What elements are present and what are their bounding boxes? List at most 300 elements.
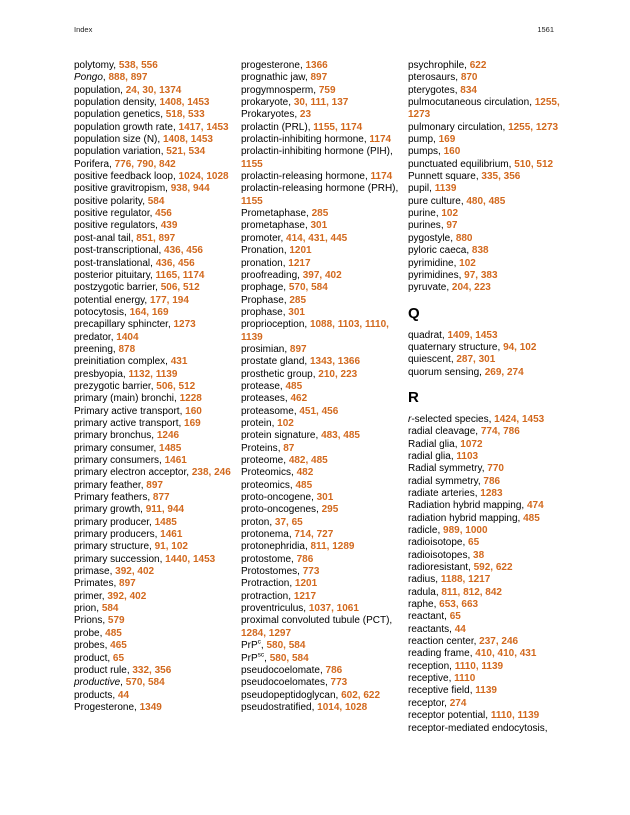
index-entry: proteome, 482, 485 [241,455,328,466]
index-term: protonephridia [241,541,305,553]
index-entry: pterosaurs, 870 [408,72,478,84]
page-references[interactable]: 592, 622 [473,562,513,574]
page-references[interactable]: 160 [185,405,202,417]
index-entry: preinitiation complex, 431 [74,356,188,368]
page-references[interactable]: 1273 [173,319,196,331]
index-term: preinitiation complex [74,356,166,368]
index-entry: Porifera, 776, 790, 842 [74,158,176,170]
index-entry: proton, 37, 65 [241,516,303,528]
page-references[interactable]: 989, 1000 [443,525,488,536]
index-entry: primary structure, 91, 102 [74,541,188,553]
page-references[interactable]: 335, 356 [481,171,521,183]
index-entry: prometaphase, 301 [241,220,328,232]
page-references[interactable]: 97, 383 [464,269,498,281]
index-term: prosimian [241,343,285,355]
page-references[interactable]: 938, 944 [170,183,210,195]
index-entry: quadrat, 1409, 1453 [408,329,498,341]
page-references[interactable]: 485 [295,479,313,491]
index-entry: radioresistant, 592, 622 [408,562,513,574]
index-term: primary (main) bronchi [74,393,175,405]
page-references[interactable]: 1349 [139,701,162,713]
page-references[interactable]: 485 [523,512,540,524]
page-references[interactable]: 897 [289,343,307,355]
index-entry: progesterone, 1366 [241,60,328,71]
page-references[interactable]: 164, 169 [129,306,169,318]
index-entry: primase, 392, 402 [74,566,155,578]
index-term: population genetics [74,109,161,121]
page-references[interactable]: 570, 584 [288,282,328,294]
index-term: products [74,689,113,701]
index-entry: productive, 570, 584 [74,677,165,689]
index-term: Prions [74,615,103,627]
index-term: prolactin-inhibiting hormone [241,134,364,146]
page-references[interactable]: 1132, 1139 [128,368,178,380]
page-references[interactable]: 462 [290,393,308,405]
index-term: Protraction [241,578,290,590]
index-entry: population growth rate, 1417, 1453 [74,121,229,133]
index-entry: probe, 485 [74,627,122,639]
index-entry: Primary feathers, 877 [74,492,170,504]
index-entry: proteases, 462 [241,393,308,405]
index-entry: pseudopeptidoglycan, 602, 622 [241,689,381,701]
index-term: preening [74,343,113,355]
page-references[interactable]: 169 [184,417,201,429]
index-entry: prokaryote, 30, 111, 137 [241,97,349,109]
index-entry: precapillary sphincter, 1273 [74,319,196,331]
index-term: prolactin (PRL) [241,121,308,133]
page-references[interactable]: 439 [160,220,178,232]
index-term: population variation [74,146,161,158]
index-entry: raphe, 653, 663 [408,599,479,611]
index-entry: primary growth, 911, 944 [74,504,185,516]
page-references[interactable]: 1404 [116,331,139,343]
page-references[interactable]: 269, 274 [484,366,524,378]
page-references[interactable]: 773 [330,677,348,689]
page-references[interactable]: 1461 [164,455,187,466]
page-references[interactable]: 1103 [456,450,479,462]
index-column-1 [74,60,234,714]
index-entry: prolactin-releasing hormone (PRH), 1155 [241,183,399,207]
page-references[interactable]: 44 [117,689,130,701]
page-references[interactable]: 97 [446,220,458,232]
page-references[interactable]: 456 [155,208,172,220]
page-references[interactable]: 1110, 1139 [454,660,504,672]
page-references[interactable]: 714, 727 [294,529,334,541]
index-entry: Proteomics, 482 [241,467,314,479]
page-references[interactable]: 301 [288,306,305,318]
page-references[interactable]: 1440, 1453 [165,553,216,565]
index-entry: post-transcriptional, 436, 456 [74,245,203,257]
page-references[interactable]: 510, 512 [514,158,554,170]
index-term: primary structure [74,541,150,553]
page-references[interactable]: 91, 102 [154,541,188,553]
page-references[interactable]: 774, 786 [480,426,520,438]
page-references[interactable]: 1139 [475,685,497,697]
page-references[interactable]: 584 [147,195,165,207]
page-references[interactable]: 811, 1289 [310,541,355,553]
index-entry: radioisotope, 65 [408,537,480,549]
index-entry: Punnett square, 335, 356 [408,171,521,183]
index-term: radicle [408,525,438,536]
page-references[interactable]: 759 [318,84,336,96]
index-term: post-translational [74,257,151,269]
page-references[interactable]: 786 [296,553,314,565]
index-entry: primary feather, 897 [74,479,163,491]
page-references[interactable]: 811, 812, 842 [441,586,502,598]
index-term: Progesterone [74,701,135,713]
index-term: receptor potential [408,710,486,722]
index-term: purine [408,208,436,220]
index-term: protonema [241,529,289,541]
index-entry: positive polarity, 584 [74,195,165,207]
index-term: radial symmetry [408,475,478,487]
index-term: Proteins [241,442,278,454]
page-references[interactable]: 160 [443,146,461,158]
page-references[interactable]: 1088, 1103, 1110, 1139 [241,319,389,343]
index-term: population growth rate [74,121,173,133]
index-entry: quiescent, 287, 301 [408,354,496,366]
index-term: pterygotes [408,84,455,96]
index-term: quorum sensing [408,366,480,378]
page-references[interactable]: 30, 111, 137 [293,97,349,109]
index-term: pyruvate [408,282,447,294]
index-term: protease [241,380,280,392]
page-references[interactable]: 65 [449,611,461,623]
page-references[interactable]: 1024, 1028 [178,171,229,183]
page-references[interactable]: 1409, 1453 [447,329,498,341]
page-references[interactable]: 397, 402 [302,269,342,281]
page-references[interactable]: 1155, 1174 [313,121,363,133]
page-references[interactable]: 204, 223 [451,282,491,294]
page-references[interactable]: 1461 [160,529,183,541]
page-references[interactable]: 301 [316,492,334,504]
index-term: primary producers [74,529,155,541]
page-references[interactable]: 274 [449,697,467,709]
page-references[interactable]: 102 [459,257,476,269]
page-references[interactable]: 410, 410, 431 [475,648,537,660]
index-term: protostome [241,553,292,565]
page-references[interactable]: 436, 456 [155,257,195,269]
page-references[interactable]: 877 [152,492,170,504]
index-entry: positive regulators, 439 [74,220,178,232]
index-term: Proteomics [241,467,292,479]
page-references[interactable]: 1037, 1061 [308,603,359,615]
page-references[interactable]: 580, 584 [269,652,309,664]
page-references[interactable]: 786 [483,475,501,487]
page-references[interactable]: 1201 [289,245,312,257]
index-entry: presbyopia, 1132, 1139 [74,368,178,380]
index-entry: Primary active transport, 160 [74,405,202,417]
index-term: Radiation hybrid mapping [408,500,522,512]
index-term: postzygotic barrier [74,282,156,294]
page-references[interactable]: 431 [170,356,188,368]
index-entry: Prokaryotes, 23 [241,109,312,121]
page-references[interactable]: 37, 65 [274,516,303,528]
index-entry: radial cleavage, 774, 786 [408,426,520,438]
page-references[interactable]: 878 [118,343,136,355]
page-references[interactable]: 1217 [288,257,311,269]
page-references[interactable]: 474 [526,500,544,512]
page-references[interactable]: 1139 [434,183,457,195]
page-references[interactable]: 1417, 1453 [178,121,229,133]
term-superscript: sc [257,651,265,659]
page-references[interactable]: 1255, 1273 [508,121,559,133]
index-term: posterior pituitary [74,269,150,281]
index-term: primer [74,590,102,602]
index-entry: Radiation hybrid mapping, 474 [408,500,544,512]
page-references[interactable]: 238, 246 [191,467,231,479]
page-references[interactable]: 1014, 1028 [317,701,368,713]
index-entry: products, 44 [74,689,130,701]
page-references[interactable]: 834 [460,84,477,96]
index-term: primary bronchus [74,430,152,442]
page-references[interactable]: 301 [310,220,328,232]
page-references[interactable]: 392, 402 [115,566,155,578]
page-references[interactable]: 295 [321,504,339,516]
index-entry: prezygotic barrier, 506, 512 [74,380,196,392]
page-references[interactable]: 1155 [241,158,263,170]
page-references[interactable]: 602, 622 [341,689,381,701]
index-entry: reception, 1110, 1139 [408,660,504,672]
page-references[interactable]: 102 [441,208,459,220]
index-entry: purines, 97 [408,220,458,232]
page-references[interactable]: 911, 944 [145,504,185,516]
index-term: radioresistant [408,562,469,574]
index-term: pterosaurs [408,72,456,84]
term-superscript: c [257,638,261,646]
index-entry: positive gravitropism, 938, 944 [74,183,210,195]
page-references[interactable]: 770 [487,463,504,475]
index-term: Pongo [74,72,103,84]
index-term: post-transcriptional [74,245,159,257]
page-references[interactable]: 38 [473,549,485,561]
page-references[interactable]: 1408, 1453 [162,134,213,146]
index-entry: product rule, 332, 356 [74,664,172,676]
page-references[interactable]: 1343, 1366 [309,356,361,368]
index-entry: prostate gland, 1343, 1366 [241,356,361,368]
page-references[interactable]: 1424, 1453 [494,413,545,425]
page-references[interactable]: 1174 [370,171,393,183]
index-term: population density [74,97,154,109]
page-references[interactable]: 485 [105,627,122,639]
index-entry: protein, 102 [241,417,294,429]
header-section-title: Index [74,25,93,34]
index-entry: Protostomes, 773 [241,566,320,578]
index-term: population [74,84,121,96]
page-references[interactable]: 506, 512 [160,282,200,294]
index-term: progesterone [241,60,300,71]
index-term: pumps [408,146,439,158]
page-references[interactable]: 102 [277,417,294,429]
page-references[interactable]: 65 [112,652,125,664]
page-references[interactable]: 1155 [241,195,263,207]
page-references[interactable]: 538, 556 [118,60,158,71]
index-term: prolactin-releasing hormone (PRH) [241,183,396,195]
page-references[interactable]: 483, 485 [321,430,360,442]
page-references[interactable]: 897 [310,72,328,84]
index-term: PrP [241,640,258,652]
page-references[interactable]: 1246 [156,430,180,442]
page-references[interactable]: 506, 512 [156,380,196,392]
index-term: presbyopia [74,368,123,380]
index-term: productive [74,677,121,689]
page-references[interactable]: 880 [455,232,473,244]
index-entry: posterior pituitary, 1165, 1174 [74,269,205,281]
page-references[interactable]: 177, 194 [149,294,189,306]
index-column-3 [408,60,568,735]
index-term: receptive [408,673,449,685]
page-references[interactable]: 285 [289,294,307,306]
index-term: proprioception [241,319,305,331]
index-entry: population genetics, 518, 533 [74,109,205,121]
index-entry: prolactin-releasing hormone, 1174 [241,171,393,183]
page-references[interactable]: 1201 [294,578,318,590]
index-term: pulmocutaneous circulation [408,97,530,109]
index-term: prognathic jaw [241,72,305,84]
index-term: radiation hybrid mapping [408,512,518,524]
index-term: promoter [241,232,281,244]
page-references[interactable]: 570, 584 [125,677,165,689]
section-heading-r: R [408,388,419,406]
page-references[interactable]: 23 [299,109,312,121]
page-references[interactable]: 482, 485 [288,455,328,466]
index-entry: pterygotes, 834 [408,84,477,96]
index-term: positive gravitropism [74,183,166,195]
page-references[interactable]: 838 [471,245,489,257]
page-references[interactable]: 482 [296,467,314,479]
page-references[interactable]: 773 [302,566,320,578]
index-entry: reading frame, 410, 410, 431 [408,648,537,660]
index-entry: receptor, 274 [408,697,467,709]
page-references[interactable]: 518, 533 [165,109,205,121]
page-references[interactable]: 436, 456 [164,245,203,257]
index-entry: PrP$^c$, 580, 584 [241,638,306,652]
page-references[interactable]: 1174 [369,134,392,146]
index-entry [408,723,568,735]
page-references[interactable]: 392, 402 [107,590,147,602]
page-references[interactable]: 1284, 1297 [241,627,292,639]
page-references[interactable]: 1165, 1174 [155,269,205,281]
page-references[interactable]: 1283 [480,487,503,499]
page-references[interactable]: 888, 897 [108,72,148,84]
index-term: predator [74,331,111,343]
page-references[interactable]: 465 [110,640,127,652]
index-entry: primary active transport, 169 [74,417,201,429]
page-references[interactable]: 44 [454,623,466,635]
index-entry: prion, 584 [74,603,119,615]
page-references[interactable]: 1485 [154,516,177,528]
index-entry: protostome, 786 [241,553,314,565]
index-entry: primary consumer, 1485 [74,442,182,454]
index-entry: proximal convoluted tubule (PCT), 1284, 1297 [241,615,393,639]
page-references[interactable]: 584 [101,603,119,615]
index-entry: Pronation, 1201 [241,245,312,257]
index-term: receptive field [408,685,470,697]
index-term: potential energy [74,294,145,306]
page-references[interactable]: 210, 223 [318,368,358,380]
page-references[interactable]: 237, 246 [479,636,519,648]
page-references[interactable]: 451, 456 [299,405,339,417]
index-term: pseudocoelomates [241,677,325,689]
page-references[interactable]: 580, 584 [266,640,306,652]
page-references[interactable]: 786 [325,664,343,676]
page-references[interactable]: 332, 356 [132,664,172,676]
page-references[interactable]: 1110 [454,673,476,685]
index-entry: primary bronchus, 1246 [74,430,180,442]
index-term: prometaphase [241,220,305,232]
page-references[interactable]: 287, 301 [456,354,496,366]
page-references[interactable]: 870 [460,72,478,84]
index-entry: predator, 1404 [74,331,139,343]
index-term: primary consumer [74,442,154,454]
index-term: prion [74,603,97,615]
page-references[interactable]: 622 [469,60,487,71]
index-entry: primary electron acceptor, 238, 246 [74,467,231,479]
page-references[interactable]: 1408, 1453 [159,97,210,109]
page-references[interactable]: 1217 [293,590,317,602]
page-references[interactable]: 1255, 1273 [408,97,560,121]
page-references[interactable]: 521, 534 [166,146,206,158]
index-term: primary active transport [74,417,179,429]
index-term: reactants [408,623,450,635]
index-term: primary feather [74,479,141,491]
index-term: raphe [408,599,434,611]
index-entry: primary consumers, 1461 [74,455,187,466]
index-entry: purine, 102 [408,208,459,220]
page-references[interactable]: 851, 897 [136,232,176,244]
page-references[interactable]: 94, 102 [503,341,537,353]
index-entry: reaction center, 237, 246 [408,636,519,648]
index-entry: product, 65 [74,652,125,664]
page-references[interactable]: 24, 30, 1374 [125,84,182,96]
page-references[interactable]: 1188, 1217 [440,574,491,586]
index-entry: Pongo, 888, 897 [74,72,148,84]
page-references[interactable]: 897 [146,479,163,491]
page-references[interactable]: 169 [438,134,456,146]
page-references[interactable]: 285 [311,208,329,220]
page-references[interactable]: 485 [285,380,303,392]
index-term: proximal convoluted tubule (PCT) [241,615,390,627]
index-term: prokaryote [241,97,289,109]
index-entry: population, 24, 30, 1374 [74,84,182,96]
page-references[interactable]: 776, 790, 842 [114,158,176,170]
index-term: Porifera [74,158,110,170]
page-references[interactable]: 1110, 1139 [490,710,540,722]
index-term-rest: -selected species [411,413,489,425]
index-term: reading frame [408,648,470,660]
page-references[interactable]: 414, 431, 445 [286,232,348,244]
page-references[interactable]: 897 [119,578,136,590]
page-references[interactable]: 1485 [159,442,182,454]
index-entry: quaternary structure, 94, 102 [408,341,537,353]
index-entry: promoter, 414, 431, 445 [241,232,348,244]
index-term: primary growth [74,504,141,516]
index-term: receptor [408,697,445,709]
page-references[interactable]: 87 [283,442,295,454]
index-entry: pseudocoelomate, 786 [241,664,343,676]
page-references[interactable]: 480, 485 [466,195,506,207]
page-references[interactable]: 579 [107,615,125,627]
index-term: Primary active transport [74,405,180,417]
page-references[interactable]: 653, 663 [439,599,479,611]
index-term: radius [408,574,436,586]
page-references[interactable]: 65 [468,537,480,549]
page-references[interactable]: 1072 [460,438,483,450]
page-references[interactable]: 1228 [179,393,202,405]
page-references[interactable]: 1366 [305,60,328,71]
index-entry: Proteins, 87 [241,442,295,454]
index-entry: prognathic jaw, 897 [241,72,328,84]
